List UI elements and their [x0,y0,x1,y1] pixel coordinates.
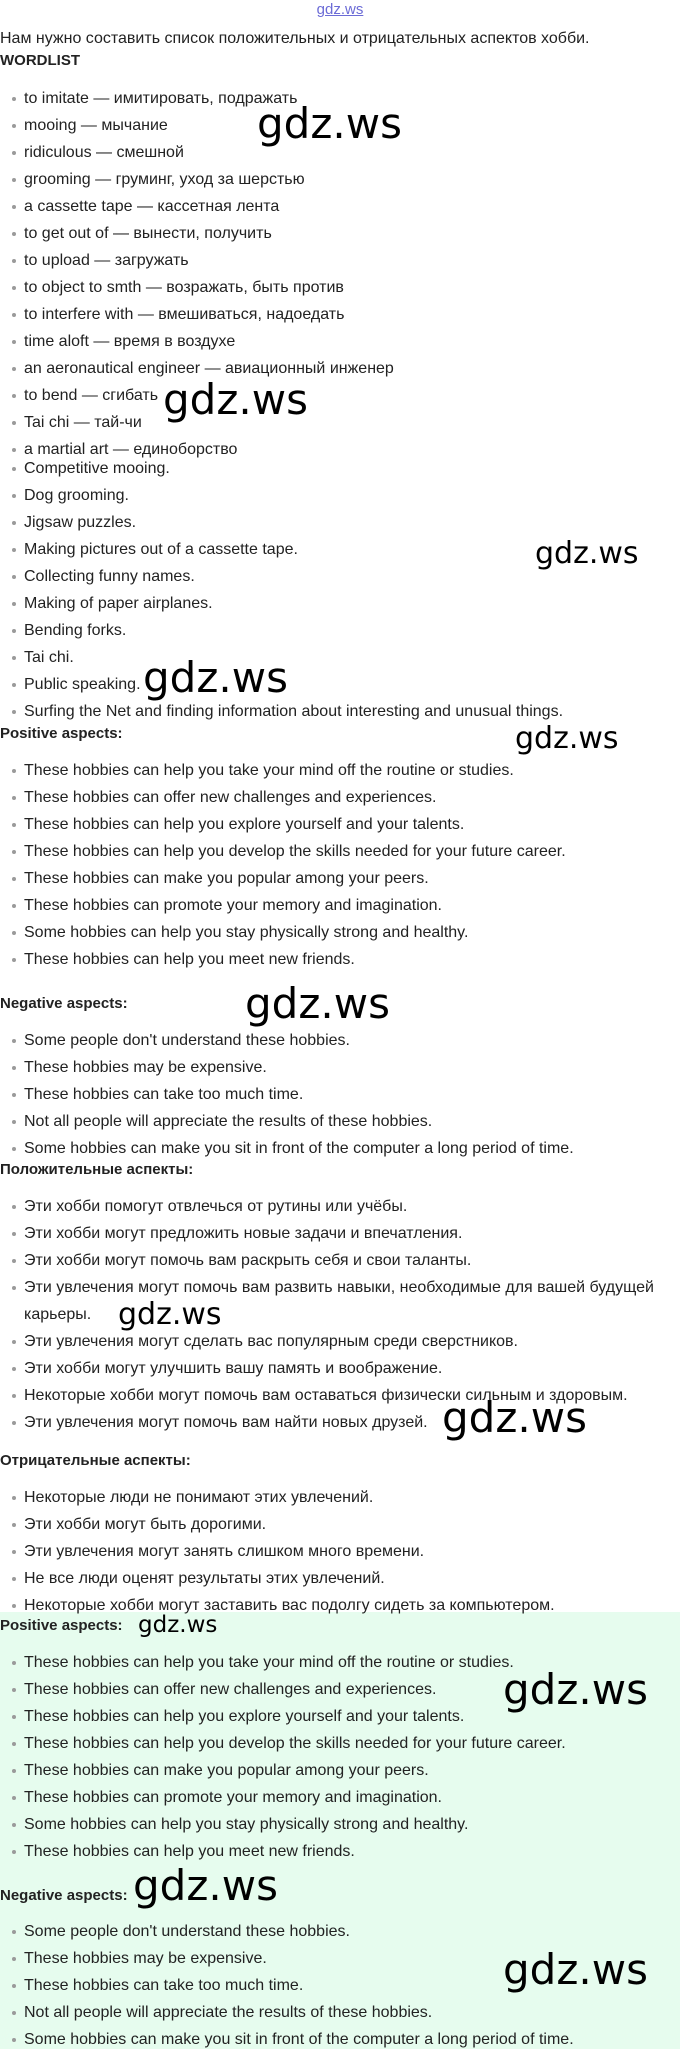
list-item: These hobbies can make you popular among your peers. [0,865,680,892]
list-item: Bending forks. [0,617,680,644]
list-item: Некоторые люди не понимают этих увлечений. [0,1484,680,1511]
list-item: Эти хобби могут улучшить вашу память и воображение. [0,1355,680,1382]
list-item: time aloft — время в воздухе [0,328,680,355]
list-item: Making pictures out of a cassette tape. [0,536,680,563]
list-item: ridiculous — смешной [0,139,680,166]
watermark: gdz.ws [118,1297,222,1332]
watermark: gdz.ws [143,653,288,702]
list-item: Dog grooming. [0,482,680,509]
list-item: These hobbies can help you explore yourself and your talents. [0,811,680,838]
list-item: These hobbies can offer new challenges and experiences. [0,784,680,811]
list-item: Некоторые хобби могут помочь вам оставаться физически сильным и здоровым. [0,1382,680,1409]
list-item: Эти увлечения могут занять слишком много времени. [0,1538,680,1565]
positive-aspects-ru-heading: Положительные аспекты: [0,1161,194,1178]
list-item: a cassette tape — кассетная лента [0,193,680,220]
watermark: gdz.ws [503,1665,648,1714]
watermark: gdz.ws [442,1393,587,1442]
list-item: Public speaking. [0,671,680,698]
list-item: to bend — сгибать [0,382,680,409]
list-item: Эти хобби могут помочь вам раскрыть себя и свои таланты. [0,1247,680,1274]
list-item: Some hobbies can make you sit in front of the computer a long period of time. [0,2026,680,2053]
list-item: These hobbies can offer new challenges and experiences. [0,1676,680,1703]
watermark: gdz.ws [257,99,402,148]
list-item: These hobbies can help you take your mind off the routine or studies. [0,1649,680,1676]
list-item: These hobbies may be expensive. [0,1945,680,1972]
list-item: Making of paper airplanes. [0,590,680,617]
list-item: Some hobbies can make you sit in front of the computer a long period of time. [0,1135,680,1162]
list-item: Jigsaw puzzles. [0,509,680,536]
list-item: Некоторые хобби могут заставить вас подолгу сидеть за компьютером. [0,1592,680,1619]
positive-aspects-heading: Positive aspects: [0,725,123,742]
list-item: These hobbies can make you popular among your peers. [0,1757,680,1784]
negative-aspects-list [0,1027,680,1162]
list-item: Collecting funny names. [0,563,680,590]
list-item: These hobbies can take too much time. [0,1081,680,1108]
list-item: These hobbies can promote your memory and imagination. [0,1784,680,1811]
list-item: Some hobbies can help you stay physically strong and healthy. [0,919,680,946]
list-item: to imitate — имитировать, подражать [0,85,680,112]
list-item: Эти увлечения могут сделать вас популярным среди сверстников. [0,1328,680,1355]
list-item: to get out of — вынести, получить [0,220,680,247]
list-item: Tai chi — тай-чи [0,409,680,436]
list-item: These hobbies can help you take your mind off the routine or studies. [0,757,680,784]
positive-aspects-heading-2: Positive aspects: [0,1617,123,1634]
list-item: to interfere with — вмешиваться, надоедать [0,301,680,328]
watermark: gdz.ws [163,375,308,424]
negative-aspects-ru-list [0,1484,680,1619]
site-link[interactable]: gdz.ws [316,1,364,18]
negative-aspects-heading-2: Negative aspects: [0,1887,128,1904]
list-item: Surfing the Net and finding information about interesting and unusual things. [0,698,680,725]
list-item: a martial art — единоборство [0,436,680,463]
list-item: Эти увлечения могут помочь вам развить навыки, необходимые для вашей будущей карьеры. [0,1274,680,1328]
watermark: gdz.ws [138,1612,218,1638]
intro-text: Нам нужно составить список положительных и отрицательных аспектов хобби. [0,30,590,47]
negative-aspects-heading: Negative aspects: [0,995,128,1012]
list-item: Tai chi. [0,644,680,671]
hobby-list [0,455,680,725]
list-item: Some hobbies can help you stay physically strong and healthy. [0,1811,680,1838]
list-item: Эти хобби помогут отвлечься от рутины или учёбы. [0,1193,680,1220]
list-item: These hobbies can help you develop the skills needed for your future career. [0,838,680,865]
list-item: These hobbies may be expensive. [0,1054,680,1081]
list-item: These hobbies can promote your memory and imagination. [0,892,680,919]
list-item: Эти увлечения могут помочь вам найти новых друзей. [0,1409,680,1436]
watermark: gdz.ws [133,1861,278,1910]
watermark: gdz.ws [535,536,639,571]
list-item: Эти хобби могут быть дорогими. [0,1511,680,1538]
list-item: grooming — груминг, уход за шерстью [0,166,680,193]
watermark: gdz.ws [503,1945,648,1994]
negative-aspects-ru-heading: Отрицательные аспекты: [0,1452,191,1469]
list-item: Эти хобби могут предложить новые задачи и впечатления. [0,1220,680,1247]
list-item: These hobbies can help you develop the skills needed for your future career. [0,1730,680,1757]
list-item: Не все люди оценят результаты этих увлечений. [0,1565,680,1592]
list-item: These hobbies can help you explore yourself and your talents. [0,1703,680,1730]
list-item: an aeronautical engineer — авиационный инженер [0,355,680,382]
wordlist-heading: WORDLIST [0,52,80,69]
list-item: mooing — мычание [0,112,680,139]
list-item: to upload — загружать [0,247,680,274]
list-item: Competitive mooing. [0,455,680,482]
list-item: to object to smth — возражать, быть против [0,274,680,301]
list-item: Not all people will appreciate the results of these hobbies. [0,1999,680,2026]
list-item: Some people don't understand these hobbies. [0,1918,680,1945]
list-item: Not all people will appreciate the results of these hobbies. [0,1108,680,1135]
list-item: These hobbies can take too much time. [0,1972,680,1999]
list-item: Some people don't understand these hobbies. [0,1027,680,1054]
list-item: These hobbies can help you meet new friends. [0,946,680,973]
watermark: gdz.ws [515,721,619,756]
watermark: gdz.ws [245,979,390,1028]
positive-aspects-list [0,757,680,973]
list-item: These hobbies can help you meet new friends. [0,1838,680,1865]
